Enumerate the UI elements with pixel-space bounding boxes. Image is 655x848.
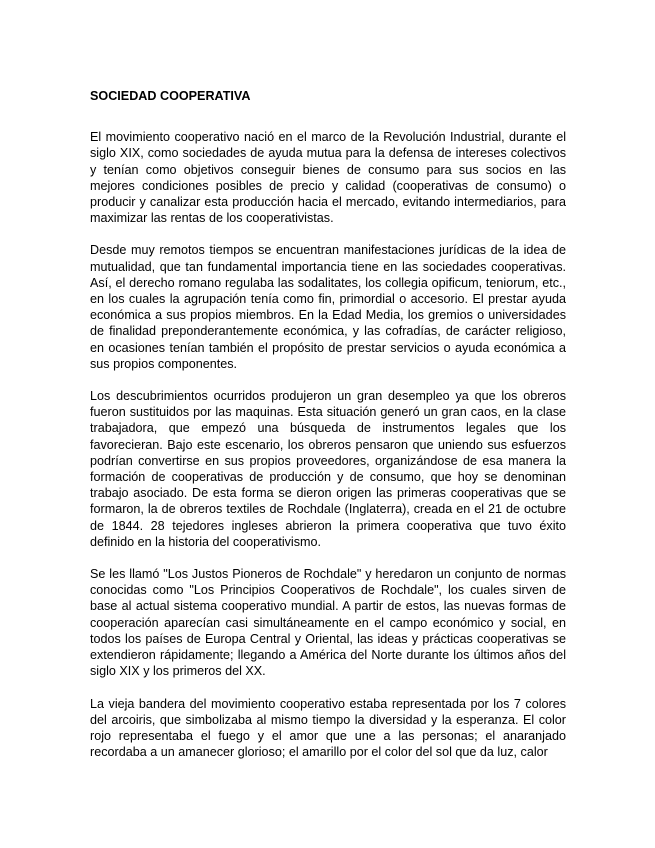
paragraph-origins: El movimiento cooperativo nació en el marco de la Revolución Industrial, durante el siglo XIX, como sociedades de ayuda mutua para la defensa de intereses colectivos y tenían como objetivos conseguir bienes de consumo para sus socios en las mejores condiciones posibles de precio y calidad (cooperativas de consumo) o producir y canalizar esta producción hacia el mercado, evitando intermediarios, para maximizar las rentas de los cooperativistas. — [90, 130, 566, 226]
document-page — [90, 88, 566, 776]
paragraph-pioneers: Se les llamó "Los Justos Pioneros de Rochdale" y heredaron un conjunto de normas conocidas como "Los Principios Cooperativos de Rochdale", los cuales sirven de base al actual sistema cooperativo mundial. A partir de estos, las nuevas formas de cooperación aparecían casi simultáneamente en el campo económico y social, en todos los países de Europa Central y Oriental, las ideas y prácticas cooperativas se extendieron rápidamente; llegando a América del Norte durante los últimos años del siglo XIX y los primeros del XX. — [90, 567, 566, 679]
paragraph-rochdale: Los descubrimientos ocurridos produjeron un gran desempleo ya que los obreros fueron sustituidos por las maquinas. Esta situación generó un gran caos, en la clase trabajadora, que empezó una búsqueda de instrumentos legales que los favorecieran. Bajo este escenario, los obreros pensaron que uniendo sus esfuerzos podrían convertirse en sus propios proveedores, organizándose de esa manera la formación de cooperativas de producción y de consumo, que hoy se denominan trabajo asociado. De esta forma se dieron origen las primeras cooperativas que se formaron, la de obreros textiles de Rochdale (Inglaterra), creada en el 21 de octubre de 1844. 28 tejedores ingleses abrieron la primera cooperativa que tuvo éxito definido en la historia del cooperativismo. — [90, 389, 566, 549]
paragraph-history: Desde muy remotos tiempos se encuentran manifestaciones jurídicas de la idea de mutualidad, que tan fundamental importancia tiene en las sociedades cooperativas. Así, el derecho romano regulaba las sodalitates, los collegia opificum, teniorum, etc., en los cuales la agrupación tenía como fin, primordial o accesorio. El prestar ayuda económica a sus propios miembros. En la Edad Media, los gremios o universidades de finalidad preponderantemente económica, y las cofradías, de carácter religioso, en ocasiones tenían también el propósito de prestar servicios o ayuda económica a sus propios componentes. — [90, 243, 566, 371]
document-title: SOCIEDAD COOPERATIVA — [90, 89, 251, 103]
paragraph-flag: La vieja bandera del movimiento cooperativo estaba representada por los 7 colores del arcoiris, que simbolizaba al mismo tiempo la diversidad y la esperanza. El color rojo representaba el fuego y el amor que une a las personas; el anaranjado recordaba a un amanecer glorioso; el amarillo por el color del sol que da luz, calor — [90, 696, 566, 760]
